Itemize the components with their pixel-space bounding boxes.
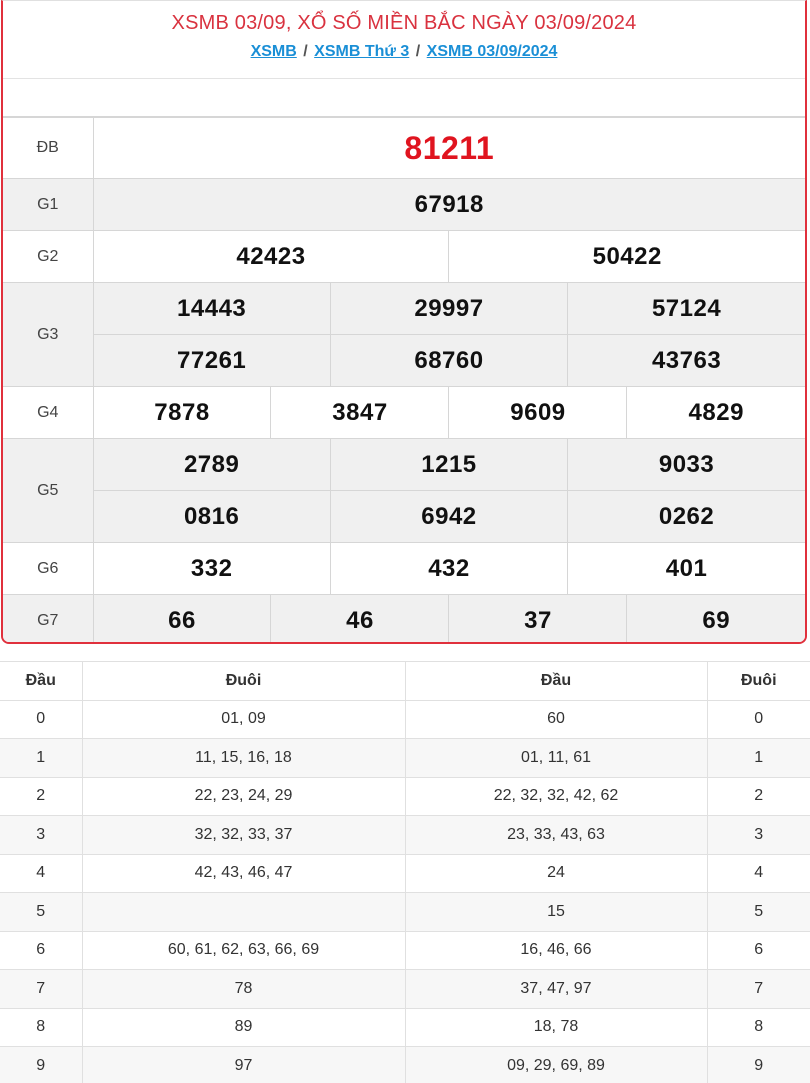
prize-number-db: 81211	[93, 118, 805, 179]
prize-number-g6: 332	[93, 543, 330, 595]
breadcrumb-link-xsmb-thu3[interactable]: XSMB Thứ 3	[314, 43, 410, 60]
prize-number-g4: 3847	[271, 387, 449, 439]
prize-number-g5: 9033	[568, 439, 805, 491]
loto-cell-dau: 15	[405, 893, 707, 932]
prize-row-g3b	[3, 335, 805, 387]
prize-number-g3: 68760	[330, 335, 567, 387]
prize-row-db	[3, 118, 805, 179]
prize-number-g5: 0262	[568, 491, 805, 543]
loto-cell-duoi: 22, 23, 24, 29	[82, 777, 405, 816]
prize-row-g2	[3, 231, 805, 283]
loto-table	[0, 661, 810, 1083]
prize-number-g7: 69	[627, 595, 805, 645]
prize-row-g1	[3, 179, 805, 231]
loto-header-duoi: Đuôi	[82, 662, 405, 701]
loto-cell-dau: 16, 46, 66	[405, 931, 707, 970]
loto-cell-duoi: 78	[82, 970, 405, 1009]
loto-cell-duoi: 32, 32, 33, 37	[82, 816, 405, 855]
loto-cell-duoi: 1	[707, 739, 810, 778]
loto-cell-dau: 0	[0, 700, 82, 739]
prize-number-g3: 43763	[568, 335, 805, 387]
loto-cell-dau: 4	[0, 854, 82, 893]
breadcrumb	[3, 43, 805, 61]
prize-number-g4: 9609	[449, 387, 627, 439]
loto-cell-dau: 01, 11, 61	[405, 739, 707, 778]
loto-header-duoi: Đuôi	[707, 662, 810, 701]
loto-cell-dau: 60	[405, 700, 707, 739]
loto-cell-duoi: 5	[707, 893, 810, 932]
prize-number-g3: 77261	[93, 335, 330, 387]
prize-number-g4: 7878	[93, 387, 271, 439]
prize-row-g7	[3, 595, 805, 645]
loto-cell-duoi	[82, 893, 405, 932]
prize-number-g1: 67918	[93, 179, 805, 231]
loto-cell-duoi: 60, 61, 62, 63, 66, 69	[82, 931, 405, 970]
loto-cell-dau: 1	[0, 739, 82, 778]
prize-number-g5: 0816	[93, 491, 330, 543]
table-row	[0, 1008, 810, 1047]
breadcrumb-separator: /	[415, 43, 421, 60]
prize-number-g3: 14443	[93, 283, 330, 335]
table-row	[0, 777, 810, 816]
loto-cell-dau: 7	[0, 970, 82, 1009]
loto-cell-duoi: 97	[82, 1047, 405, 1083]
table-row	[0, 893, 810, 932]
loto-header-dau: Đầu	[405, 662, 707, 701]
loto-cell-dau: 18, 78	[405, 1008, 707, 1047]
breadcrumb-separator: /	[303, 43, 308, 60]
prize-label-g4: G4	[3, 387, 93, 439]
breadcrumb-link-xsmb[interactable]: XSMB	[250, 43, 297, 60]
page-title: XSMB 03/09, XỔ SỐ MIỀN BẮC NGÀY 03/09/2024	[171, 12, 637, 34]
table-row	[0, 816, 810, 855]
loto-cell-duoi: 6	[707, 931, 810, 970]
table-row	[0, 970, 810, 1009]
loto-cell-dau: 8	[0, 1008, 82, 1047]
prize-label-g7: G7	[3, 595, 93, 645]
loto-cell-dau: 3	[0, 816, 82, 855]
prize-number-g4: 4829	[627, 387, 805, 439]
prize-label-g2: G2	[3, 231, 93, 283]
loto-cell-dau: 6	[0, 931, 82, 970]
loto-cell-duoi: 42, 43, 46, 47	[82, 854, 405, 893]
prize-row-g3	[3, 283, 805, 335]
prize-label-g1: G1	[3, 179, 93, 231]
loto-cell-duoi: 3	[707, 816, 810, 855]
loto-header-dau: Đầu	[0, 662, 82, 701]
prize-number-g2: 50422	[449, 231, 805, 283]
prize-number-g5: 6942	[330, 491, 567, 543]
prize-row-g5b	[3, 491, 805, 543]
loto-cell-duoi: 89	[82, 1008, 405, 1047]
result-header	[3, 1, 805, 79]
prize-row-g5	[3, 439, 805, 491]
loto-cell-dau: 24	[405, 854, 707, 893]
table-row	[0, 739, 810, 778]
loto-cell-duoi: 01, 09	[82, 700, 405, 739]
prize-row-g4	[3, 387, 805, 439]
prize-row-g6	[3, 543, 805, 595]
header-spacer	[3, 79, 805, 117]
prize-label-g6: G6	[3, 543, 93, 595]
table-row	[0, 854, 810, 893]
loto-cell-duoi: 2	[707, 777, 810, 816]
table-row	[0, 931, 810, 970]
loto-cell-duoi: 0	[707, 700, 810, 739]
loto-header-row	[0, 662, 810, 701]
prize-table	[3, 117, 805, 644]
loto-body	[0, 700, 810, 1083]
loto-cell-dau: 23, 33, 43, 63	[405, 816, 707, 855]
prize-label-g3: G3	[3, 283, 93, 387]
loto-cell-duoi: 7	[707, 970, 810, 1009]
loto-cell-duoi: 11, 15, 16, 18	[82, 739, 405, 778]
prize-number-g7: 37	[449, 595, 627, 645]
prize-number-g7: 46	[271, 595, 449, 645]
prize-number-g2: 42423	[93, 231, 449, 283]
loto-cell-dau: 37, 47, 97	[405, 970, 707, 1009]
loto-cell-duoi: 4	[707, 854, 810, 893]
prize-number-g3: 29997	[330, 283, 567, 335]
prize-number-g6: 401	[568, 543, 805, 595]
table-row	[0, 700, 810, 739]
prize-label-db: ĐB	[3, 118, 93, 179]
prize-number-g5: 2789	[93, 439, 330, 491]
result-box	[1, 0, 807, 644]
prize-label-g5: G5	[3, 439, 93, 543]
loto-cell-dau: 09, 29, 69, 89	[405, 1047, 707, 1083]
loto-cell-dau: 22, 32, 32, 42, 62	[405, 777, 707, 816]
loto-cell-duoi: 9	[707, 1047, 810, 1083]
loto-cell-dau: 9	[0, 1047, 82, 1083]
loto-cell-dau: 2	[0, 777, 82, 816]
prize-number-g5: 1215	[330, 439, 567, 491]
table-row	[0, 1047, 810, 1083]
loto-cell-duoi: 8	[707, 1008, 810, 1047]
prize-number-g3: 57124	[568, 283, 805, 335]
prize-number-g7: 66	[93, 595, 271, 645]
breadcrumb-link-xsmb-date[interactable]: XSMB 03/09/2024	[426, 43, 558, 60]
prize-number-g6: 432	[330, 543, 567, 595]
loto-cell-dau: 5	[0, 893, 82, 932]
